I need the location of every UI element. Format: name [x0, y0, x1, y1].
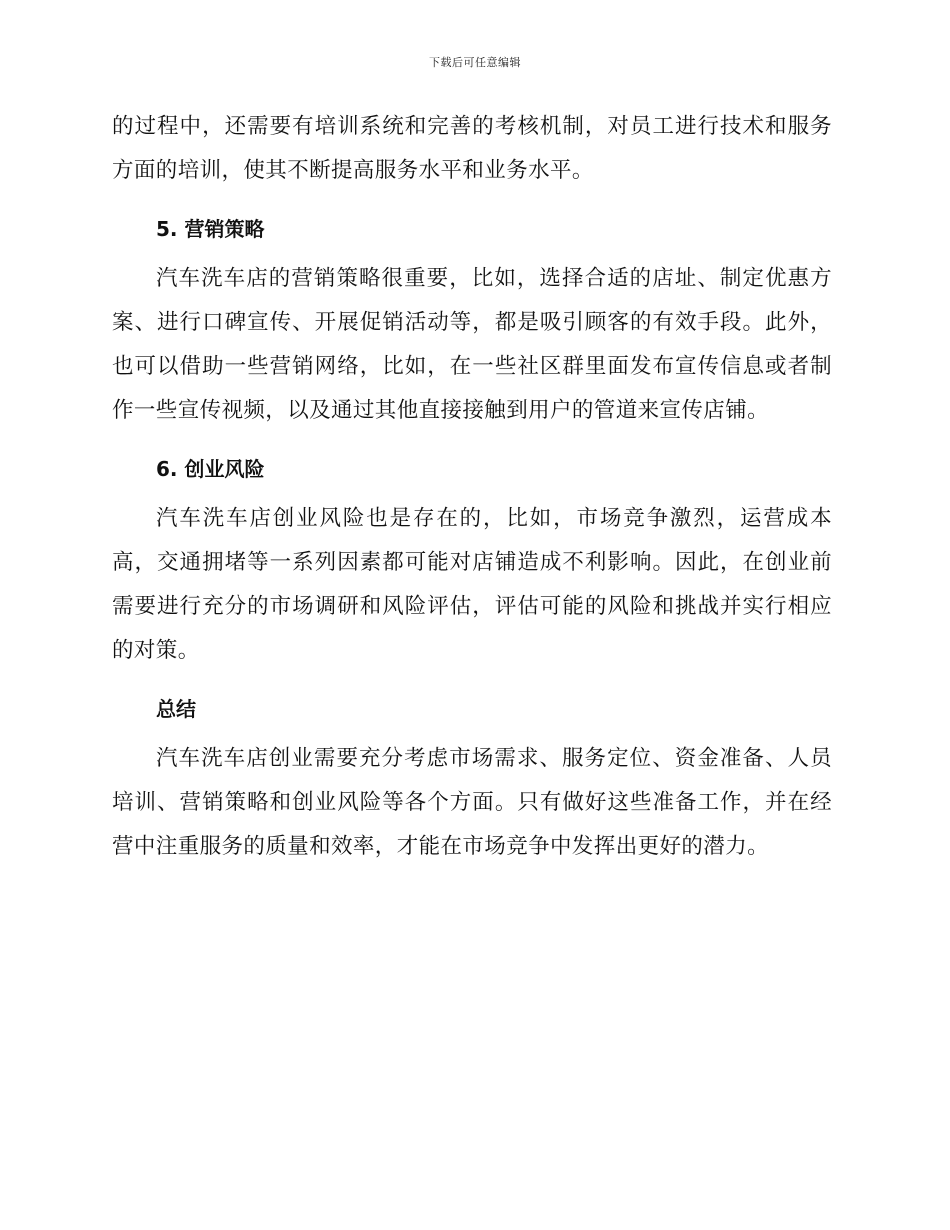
section-heading: 6. 创业风险: [156, 457, 265, 481]
section-heading: 5. 营销策略: [156, 217, 265, 241]
section-summary: [112, 687, 832, 869]
intro-paragraph: 的过程中，还需要有培训系统和完善的考核机制，对员工进行技术和服务方面的培训，使其不断提高服务水平和业务水平。: [112, 114, 832, 183]
section-paragraph: 汽车洗车店的营销策略很重要，比如，选择合适的店址、制定优惠方案、进行口碑宣传、开展促销活动等，都是吸引顾客的有效手段。此外，也可以借助一些营销网络，比如，在一些社区群里面发布宣传信息或者制作一些宣传视频，以及通过其他直接接触到用户的管道来宣传店铺。: [112, 266, 832, 423]
section-paragraph: 汽车洗车店创业需要充分考虑市场需求、服务定位、资金准备、人员培训、营销策略和创业风险等各个方面。只有做好这些准备工作，并在经营中注重服务的质量和效率，才能在市场竞争中发挥出更好的潜力。: [112, 746, 832, 859]
section-marketing-strategy: [112, 207, 832, 433]
document-body: [112, 105, 832, 869]
section-paragraph: 汽车洗车店创业风险也是存在的，比如，市场竞争激烈，运营成本高，交通拥堵等一系列因素都可能对店铺造成不利影响。因此，在创业前需要进行充分的市场调研和风险评估，评估可能的风险和挑战并实行相应的对策。: [112, 506, 832, 663]
section-heading: 总结: [156, 697, 196, 721]
header-note: 下载后可任意编辑: [429, 56, 521, 69]
section-startup-risk: [112, 447, 832, 673]
